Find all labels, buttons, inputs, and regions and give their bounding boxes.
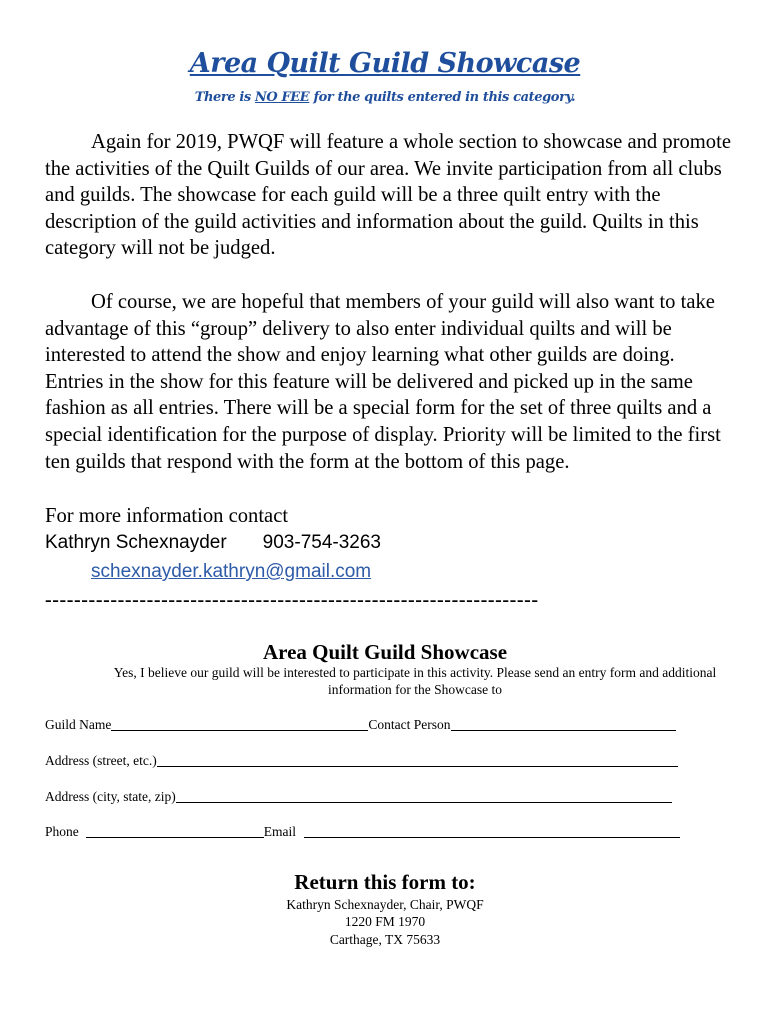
return-address-line1: Kathryn Schexnayder, Chair, PWQF (286, 897, 484, 912)
page-title: Area Quilt Guild Showcase (189, 48, 581, 79)
intro-paragraph: Again for 2019, PWQF will feature a whole section to showcase and promote the activities of the Quilt Guilds of our area. We invite participation from all clubs and guilds. The showcase for each guild will be a three quilt entry with the description of the guild activities and information about the guild. Quilts in this category will not be judged. (45, 131, 731, 260)
contact-line (45, 532, 381, 554)
return-title: Return this form to: (294, 870, 476, 894)
address-street-row (45, 753, 678, 769)
fee-notice-emphasis: NO FEE (254, 90, 310, 105)
contact-email-link[interactable]: schexnayder.kathryn@gmail.com (91, 561, 372, 582)
fee-notice (0, 90, 770, 105)
phone-label: Phone (45, 824, 79, 839)
fee-notice-after: for the quilts entered in this category. (309, 90, 576, 105)
email-label: Email (263, 824, 296, 839)
phone-email-row (45, 824, 680, 840)
contact-name: Kathryn Schexnayder (45, 532, 227, 553)
details-paragraph: Of course, we are hopeful that members of your guild will also want to take advantage of this “group” delivery to also enter individual quilts and will be interested to attend the show and enjoy learning what other guilds are doing. Entries in the show for this feature will be delivered and picked up in the same fashion as all entries. There will be a special form for the set of three quilts and a special identification for the purpose of display. Priority will be limited to the first ten guilds that respond with the form at the bottom of this page. (45, 291, 721, 473)
guild-contact-row (45, 717, 676, 733)
cut-line-separator: -------------------------------------------------------------------- (45, 589, 539, 611)
fee-notice-before: There is (194, 90, 255, 105)
address-city-field[interactable] (176, 789, 672, 803)
address-street-label: Address (street, etc.) (45, 753, 157, 768)
address-city-row (45, 789, 672, 805)
guild-name-field[interactable] (111, 717, 368, 731)
phone-field[interactable] (86, 824, 264, 838)
address-city-label: Address (city, state, zip) (45, 789, 176, 804)
form-intro: Yes, I believe our guild will be interested to participate in this activity. Please send an entry form and additional information for the Showcase to (113, 665, 717, 697)
contact-phone: 903-754-3263 (262, 532, 381, 553)
return-address-line3: Carthage, TX 75633 (329, 932, 441, 947)
email-field[interactable] (304, 824, 680, 838)
form-title: Area Quilt Guild Showcase (262, 640, 508, 664)
contact-person-field[interactable] (451, 717, 676, 731)
return-address-line2: 1220 FM 1970 (344, 914, 426, 929)
address-street-field[interactable] (157, 753, 678, 767)
guild-name-label: Guild Name (45, 717, 112, 732)
contact-person-label: Contact Person (368, 717, 451, 732)
more-info-text: For more information contact (45, 505, 289, 527)
